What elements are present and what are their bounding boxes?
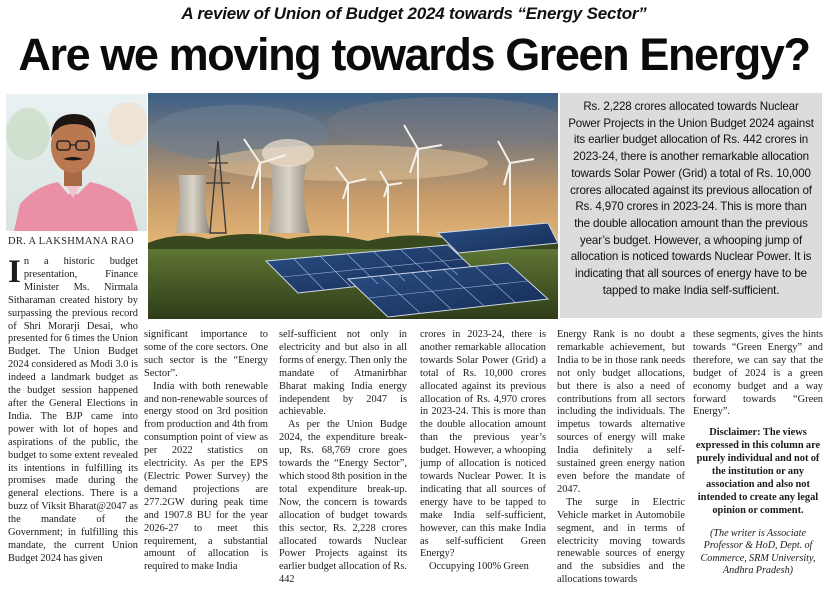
column-3-paragraph-1: self-sufficient not only in electricity and but also in all forms of energy. Then only the mandate of Atmanirbhar Bharat making India energy independent by 2047 is achievable. [279,329,407,418]
column-2-paragraph-2: India with both renewable and non-renewable sources of energy stood on 3rd position from production and 4th from consumption point of view as per 2022 statistics on electricity. As per the EPS (Electric Power Survey) the demand projections are 277.2GW during peak time and 1907.8 BU for the year 2026-27 to meet this requirement, a substantial amount of allocation is required to make India [144,380,268,573]
hero-energy-image [148,93,558,319]
column-4-paragraph-2: Occupying 100% Green [429,561,529,573]
column-3-paragraph-2: As per the Union Budge 2024, the expenditure break-up, Rs. 68,769 crore goes towards the “Energy Sector”, which stood 8th position in the total expenditure break-up. Now, the concern is towards allocation of budget towards this sector, Rs. 2,228 crores allocated towards Nuclear Power Projects against its earlier budget allocation of Rs. 442 [279,419,407,586]
pull-quote-callout: Rs. 2,228 crores allocated towards Nuclear Power Projects in the Union Budget 2024 against its earlier budget allocation of Rs. 442 crores in 2023-24, there is another remarkable allocation towards Solar Power (Grid) a total of Rs. 10,000 crores allocated against its previous allocation of Rs. 4,970 crores in 2023-24. This is more than the double allocation amount than the previous year’s budget. However, a whooping jump of allocation is noticed towards Nuclear Power. It is indicating that all sources of energy have to be tapped to make India self-sufficient. [560,93,822,318]
article-column-4 [420,329,546,574]
article-column-1 [8,256,138,566]
article-column-3 [279,329,407,587]
headline: Are we moving towards Green Energy? [18,29,810,80]
column-4-paragraph-1: crores in 2023-24, there is another remarkable allocation towards Solar Power (Grid) a total of Rs. 10,000 crores allocated against its previous allocation of Rs. 4,970 crores in 2023-24. This is more than the double allocation amount than the previous year’s budget. However, a whooping jump of allocation is noticed towards Nuclear Power. It is indicating that all sources of energy have to be tapped to make India self-sufficient, however, can this make India as self-sufficient Green Energy? [420,329,546,560]
writer-note: (The writer is Associate Professor & HoD, Dept. of Commerce, SRM University, Andhra Pradesh) [700,527,816,577]
disclaimer-text: The views expressed in this column are purely individual and not of the institution or any association and also not intended to create any legal opinion or comment. [695,427,821,516]
column-1-text: n a historic budget presentation, Finance Minister Ms. Nirmala Sitharaman created history by surpassing the previous record of Shri Morarji Desai, who presented for 6 times the Union Budget. The Union Budget 2024 considered as Modi 3.0 is indeed a landmark budget as the budget session happened after the General Elections in India. The BJP came into power with lot of hopes and aspirations of the public, the budget to some extent revealed its intentions in fulfilling its promises made during the general elections. There is a buzz of Viksit Bharat@2047 as the mandate of the Government; in fulfilling this mandate, the current Union Budget 2024 has given [8,256,138,564]
article-column-6 [693,329,823,578]
article-column-2 [144,329,268,574]
disclaimer [693,427,823,517]
energy-landscape-image [148,93,558,319]
author-portrait-image [6,94,147,231]
disclaimer-label: Disclaimer: [709,427,761,439]
column-6-paragraph-1: these segments, gives the hints towards “Green Energy” and therefore, we can say that the budget of 2024 is a green economy budget and a way forward towards “Green Energy”. [693,329,823,418]
column-5-paragraph-1: Energy Rank is no doubt a remarkable achievement, but India to be in those rank needs not only budget allocations, but there is also a need of contributions from all sectors including the individuals. The impetus towards alternative sources of energy will make India definitely a self-sustained green energy nation even before the mandate of 2047. [557,329,685,495]
article-column-5 [557,329,685,587]
column-2-paragraph-1: significant importance to some of the core sectors. One such sector is the “Energy Sector”. [144,329,268,379]
column-5-paragraph-2: The surge in Electric Vehicle market in Automobile segment, and in terms of electricity moving towards renewable sources of energy and the subsidies and the allocations towards [557,496,685,586]
author-name: DR. A LAKSHMANA RAO [8,236,134,247]
kicker: A review of Union of Budget 2024 towards “Energy Sector” [181,4,647,23]
drop-cap: I [8,254,21,290]
author-photo [6,94,147,231]
